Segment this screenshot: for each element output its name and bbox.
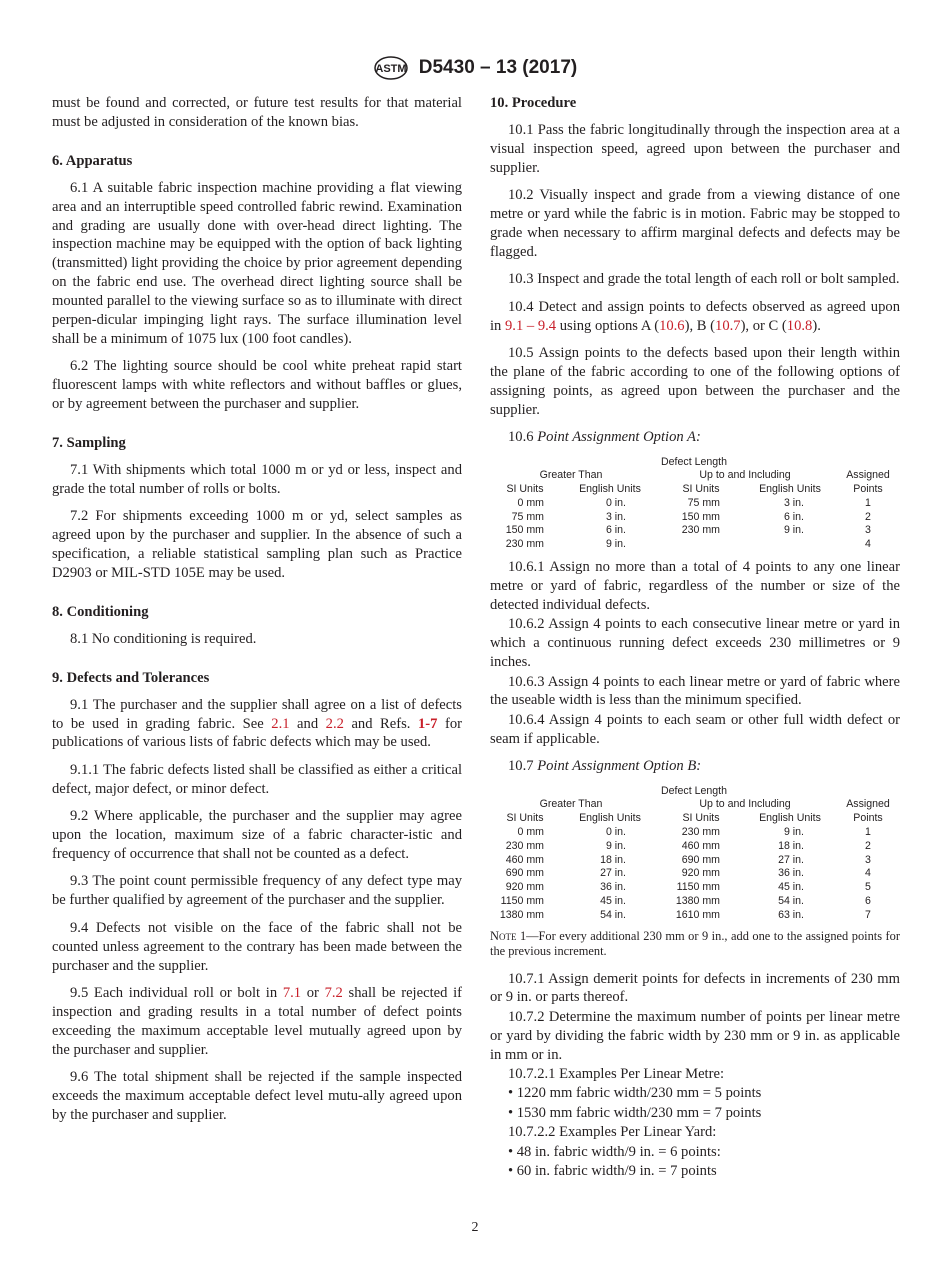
text-segment: 10. Procedure <box>490 95 577 111</box>
right-column <box>490 94 900 1181</box>
table-cell: 1610 mm <box>675 908 720 921</box>
column-header: SI Units <box>506 812 544 825</box>
table-cell: 920 mm <box>505 881 544 894</box>
reference-link[interactable]: 10.7 <box>715 317 741 334</box>
table-cell: 9 in. <box>783 825 804 838</box>
table-cell: 3 <box>865 853 871 866</box>
table-cell: 9 in. <box>605 538 626 551</box>
greater-than-header: Greater Than <box>539 469 603 482</box>
reference-link[interactable]: 10.8 <box>786 317 813 334</box>
table-cell: 2 <box>865 510 871 523</box>
table-cell <box>656 538 746 552</box>
text-segment: 7. Sampling <box>52 435 126 452</box>
text-segment: 10.1 Pass the fabric longitudinally through the inspection area at a visual inspection speed, agreed upon between the purchaser and supplier. <box>490 121 900 176</box>
table-cell: 27 in. <box>600 867 626 880</box>
table-cell: 5 <box>865 881 871 894</box>
text-segment: ). <box>812 317 821 334</box>
page-number: 2 <box>471 1220 479 1235</box>
column-header: English Units <box>759 812 821 825</box>
text-segment: 9.1 The purchaser and the supplier shall agree on a list of defects to be used in grading fabric. See <box>52 696 462 732</box>
up-to-header: Up to and Including <box>699 469 791 482</box>
table-cell: 690 mm <box>505 867 544 880</box>
table-title: Defect Length <box>661 455 727 468</box>
text-segment: 10.7.1 Assign demerit points for defects in increments of 230 mm or 9 in. or parts thereof. <box>490 970 900 1006</box>
text-segment: Note 1 <box>490 928 527 943</box>
text-segment: ), or C ( <box>740 317 787 334</box>
paragraph <box>52 94 462 132</box>
paragraph <box>490 1084 900 1103</box>
text-segment: 9.2 Where applicable, the purchaser and the supplier may agree upon the location, maximum size of a fabric character-istic and frequency of occurrence that shall not be counted as a defect. <box>52 808 462 862</box>
table-cell: 54 in. <box>778 894 804 907</box>
text-segment: 9.3 The point count permissible frequency of any defect type may be further qualified by agreement of the purchaser and the supplier. <box>52 873 462 909</box>
paragraph <box>52 1068 462 1125</box>
text-segment: 7.2 For shipments exceeding 1000 m or yd, select samples as agreed upon by the purchaser and supplier. In the absence of such a specification, a reliable statistical sampling plan such as Practice D2903 or MIL-STD 105E may be used. <box>52 508 462 582</box>
table-cell: 1 <box>865 825 871 838</box>
table-cell: 63 in. <box>778 908 804 921</box>
paragraph <box>52 807 462 864</box>
paragraph <box>52 872 462 910</box>
text-segment: and Refs. <box>343 715 418 732</box>
reference-link[interactable]: 7.1 <box>282 984 302 1001</box>
greater-than-header: Greater Than <box>539 798 603 811</box>
table-cell: 150 mm <box>681 510 720 523</box>
section-heading <box>52 669 462 688</box>
defect-length-table <box>486 456 902 553</box>
table-cell: 27 in. <box>778 853 804 866</box>
table-cell: 1 <box>865 496 871 509</box>
table-row <box>486 524 902 538</box>
text-segment: 10.7.2.1 Examples Per Linear Metre: <box>508 1066 725 1083</box>
text-segment: must be found and corrected, or future test results for that material must be adjusted in consideration of the known bias. <box>52 95 462 130</box>
table-cell: 920 mm <box>681 867 720 880</box>
table-cell: 4 <box>865 867 871 880</box>
text-segment: 10.2 Visually inspect and grade from a viewing distance of one metre or yard while the fabric is in motion. Fabric may be stopped to grade when necessary to affirm marginal defects and defects may be flagged. <box>490 187 900 260</box>
reference-link[interactable]: 1-7 <box>417 715 438 732</box>
table-row <box>486 881 902 895</box>
paragraph <box>52 507 462 583</box>
table-cell: 2 <box>865 839 871 852</box>
table-cell: 1150 mm <box>500 894 544 907</box>
text-segment: 8. Conditioning <box>52 603 149 620</box>
table-row <box>486 854 902 868</box>
text-segment: • 1530 mm fabric width/230 mm = 7 points <box>508 1104 762 1121</box>
column-header: SI Units <box>682 483 720 496</box>
text-segment: 9.6 The total shipment shall be rejected if the sample inspected exceeds the maximum acceptable defect level mutu-ally agreed upon by the purchaser and supplier. <box>52 1069 462 1123</box>
text-segment: Point Assignment Option B: <box>537 758 702 775</box>
text-segment: 10.6.1 Assign no more than a total of 4 points to any one linear metre or yard of fabric, regardless of the number or size of the detected individual defects. <box>490 559 900 613</box>
document-designation: D5430 – 13 (2017) <box>418 57 578 78</box>
paragraph <box>490 121 900 178</box>
page-header <box>0 55 950 83</box>
text-segment: 10.7 <box>508 758 538 775</box>
paragraph <box>490 428 900 447</box>
text-segment: 9. Defects and Tolerances <box>52 669 210 686</box>
text-segment: 10.7.2.2 Examples Per Linear Yard: <box>508 1124 717 1141</box>
paragraph <box>490 1008 900 1065</box>
table-row <box>486 826 902 840</box>
text-segment: 10.6.4 Assign 4 points to each seam or other full width defect or seam if applicable. <box>490 711 900 747</box>
table-cell: 4 <box>865 538 871 551</box>
table-cell <box>746 538 834 552</box>
table-cell: 75 mm <box>687 496 720 509</box>
table-cell: 0 mm <box>517 825 544 838</box>
paragraph <box>490 711 900 749</box>
table-cell: 3 in. <box>605 510 626 523</box>
text-segment: 6.1 A suitable fabric inspection machine providing a flat viewing area and an interruptible speed controlled fabric rewind. Examination and grading are usually done with over-head direct lighting. The inspection machine may be equipped with the option of back lighting (transmitted) light providing the choice by prior agreement depending on the fabric end use. The overhead direct lighting source shall be mounted parallel to the viewing surface so as to illuminate with direct perpen-dicular impinging light rays. The surface illumination level shall be a minimum of 1075 lux (100 foot candles). <box>52 179 462 347</box>
up-to-header: Up to and Including <box>699 798 791 811</box>
table-row <box>486 840 902 854</box>
text-segment: 10.4 Detect and assign points to defects observed as agreed upon in <box>490 298 900 334</box>
text-segment: or <box>301 984 325 1001</box>
text-segment: Point Assignment Option A: <box>537 429 701 446</box>
paragraph <box>490 186 900 262</box>
text-segment: ), B ( <box>684 317 716 334</box>
points-header: Points <box>853 483 883 496</box>
table-cell: 0 mm <box>517 496 544 509</box>
paragraph <box>490 673 900 711</box>
table-cell: 150 mm <box>505 524 544 537</box>
table-cell: 45 in. <box>778 881 804 894</box>
assigned-header: Assigned <box>846 469 890 482</box>
reference-link[interactable]: 10.6 <box>659 317 685 334</box>
table-cell: 9 in. <box>605 839 626 852</box>
paragraph <box>490 298 900 336</box>
table-cell: 7 <box>865 908 871 921</box>
table-cell: 54 in. <box>600 908 626 921</box>
text-segment: 6. Apparatus <box>52 152 133 169</box>
paragraph <box>52 357 462 414</box>
table-cell: 9 in. <box>783 524 804 537</box>
table-cell: 460 mm <box>505 853 544 866</box>
text-segment: 9.4 Defects not visible on the face of the fabric shall not be counted unless agreement to the contrary has been made between the purchaser and the supplier. <box>52 919 462 974</box>
text-segment: 10.6.3 Assign 4 points to each linear metre or yard of fabric where the useable width is less than the minimum specified. <box>490 673 900 709</box>
paragraph <box>490 1104 900 1123</box>
table-cell: 230 mm <box>505 538 544 551</box>
table-row <box>486 497 902 511</box>
section-heading <box>52 152 462 171</box>
section-heading <box>52 434 462 453</box>
paragraph <box>490 1143 900 1162</box>
column-header: SI Units <box>506 483 544 496</box>
paragraph <box>490 615 900 672</box>
paragraph <box>52 919 462 976</box>
section-heading <box>52 603 462 622</box>
table-row <box>486 909 902 923</box>
column-header: SI Units <box>682 812 720 825</box>
table-cell: 460 mm <box>681 839 720 852</box>
table-cell: 45 in. <box>600 894 626 907</box>
table-cell: 690 mm <box>681 853 720 866</box>
paragraph <box>52 761 462 799</box>
text-segment: 10.6 <box>508 429 538 446</box>
table-cell: 18 in. <box>778 839 804 852</box>
column-header: English Units <box>759 483 821 496</box>
reference-link[interactable]: 2.1 <box>271 715 290 732</box>
table-cell: 75 mm <box>511 510 544 523</box>
section-heading <box>490 94 900 113</box>
assigned-header: Assigned <box>846 798 890 811</box>
table-cell: 0 in. <box>605 496 626 509</box>
text-segment: • 48 in. fabric width/9 in. = 6 points: <box>508 1143 721 1160</box>
paragraph <box>490 344 900 420</box>
text-segment: 10.5 Assign points to the defects based upon their length within the plane of the fabric according to one of the following options of assigning points, as agreed upon between the purchaser and the supplier. <box>490 344 900 418</box>
table-cell: 3 <box>865 524 871 537</box>
text-segment: using options A ( <box>556 317 660 334</box>
text-segment: 7.1 With shipments which total 1000 m or yd or less, inspect and grade the total number of rolls or bolts. <box>52 462 462 497</box>
text-segment: • 1220 mm fabric width/230 mm = 5 points <box>508 1085 762 1102</box>
paragraph <box>490 970 900 1008</box>
paragraph <box>490 757 900 776</box>
table-row <box>486 867 902 881</box>
table-cell: 36 in. <box>778 867 804 880</box>
paragraph <box>52 984 462 1060</box>
paragraph <box>52 696 462 753</box>
paragraph <box>52 179 462 349</box>
table-cell: 1380 mm <box>499 908 544 921</box>
text-segment: —For every additional 230 mm or 9 in., add one to the assigned points for the previous increment. <box>490 928 900 959</box>
table-row <box>486 511 902 525</box>
text-segment: 6.2 The lighting source should be cool white preheat rapid start fluorescent lamps with white reflectors and without baffles or glues, or by agreement between the purchaser and supplier. <box>52 358 462 413</box>
table-cell: 230 mm <box>681 524 720 537</box>
text-segment: 9.5 Each individual roll or bolt in <box>70 984 283 1001</box>
left-column <box>52 94 462 1133</box>
points-header: Points <box>853 812 883 825</box>
text-segment: 10.6.2 Assign 4 points to each consecutive linear metre or yard in which a continuous running defect exceeds 230 millimetres or 9 inches. <box>490 616 900 671</box>
paragraph <box>52 630 462 649</box>
column-header: English Units <box>579 812 641 825</box>
table-cell: 230 mm <box>505 839 544 852</box>
table-cell: 230 mm <box>681 825 720 838</box>
table-row <box>486 895 902 909</box>
table-cell: 1380 mm <box>675 894 720 907</box>
reference-link[interactable]: 2.2 <box>325 715 344 732</box>
paragraph <box>490 1123 900 1142</box>
paragraph <box>52 461 462 499</box>
reference-link[interactable]: 9.1 – 9.4 <box>505 317 557 334</box>
text-segment: for publications of various lists of fabric defects which may be used. <box>52 715 463 751</box>
text-segment: 9.1.1 The fabric defects listed shall be classified as either a critical defect, major defect, or minor defect. <box>52 761 462 797</box>
table-title: Defect Length <box>661 784 727 797</box>
paragraph <box>490 270 900 289</box>
paragraph <box>490 558 900 615</box>
table-row <box>486 538 902 552</box>
paragraph <box>490 1162 900 1181</box>
note <box>490 929 900 960</box>
text-segment: 8.1 No conditioning is required. <box>70 630 257 647</box>
table-cell: 3 in. <box>783 496 804 509</box>
table-cell: 36 in. <box>600 881 626 894</box>
table-cell: 6 <box>865 894 871 907</box>
table-cell: 18 in. <box>600 853 626 866</box>
paragraph <box>490 1065 900 1084</box>
text-segment: and <box>289 715 326 732</box>
table-cell: 1150 mm <box>676 881 720 894</box>
column-header: English Units <box>579 483 641 496</box>
table-cell: 6 in. <box>605 524 626 537</box>
table-cell: 6 in. <box>783 510 804 523</box>
svg-text:ASTM: ASTM <box>375 63 407 75</box>
reference-link[interactable]: 7.2 <box>324 984 343 1001</box>
text-segment: 10.7.2 Determine the maximum number of points per linear metre or yard by dividing the fabric width by 230 mm or 9 in. as applicable in mm or in. <box>490 1008 900 1063</box>
table-cell: 0 in. <box>605 825 626 838</box>
text-segment: • 60 in. fabric width/9 in. = 7 points <box>508 1163 717 1180</box>
astm-logo-icon <box>373 55 409 81</box>
text-segment: 10.3 Inspect and grade the total length of each roll or bolt sampled. <box>508 271 900 288</box>
text-segment: shall be rejected if inspection and grading results in a total number of defect points exceeding the maximum acceptable level mutually agreed upon by the purchaser and supplier. <box>52 984 462 1058</box>
defect-length-table <box>486 785 902 923</box>
